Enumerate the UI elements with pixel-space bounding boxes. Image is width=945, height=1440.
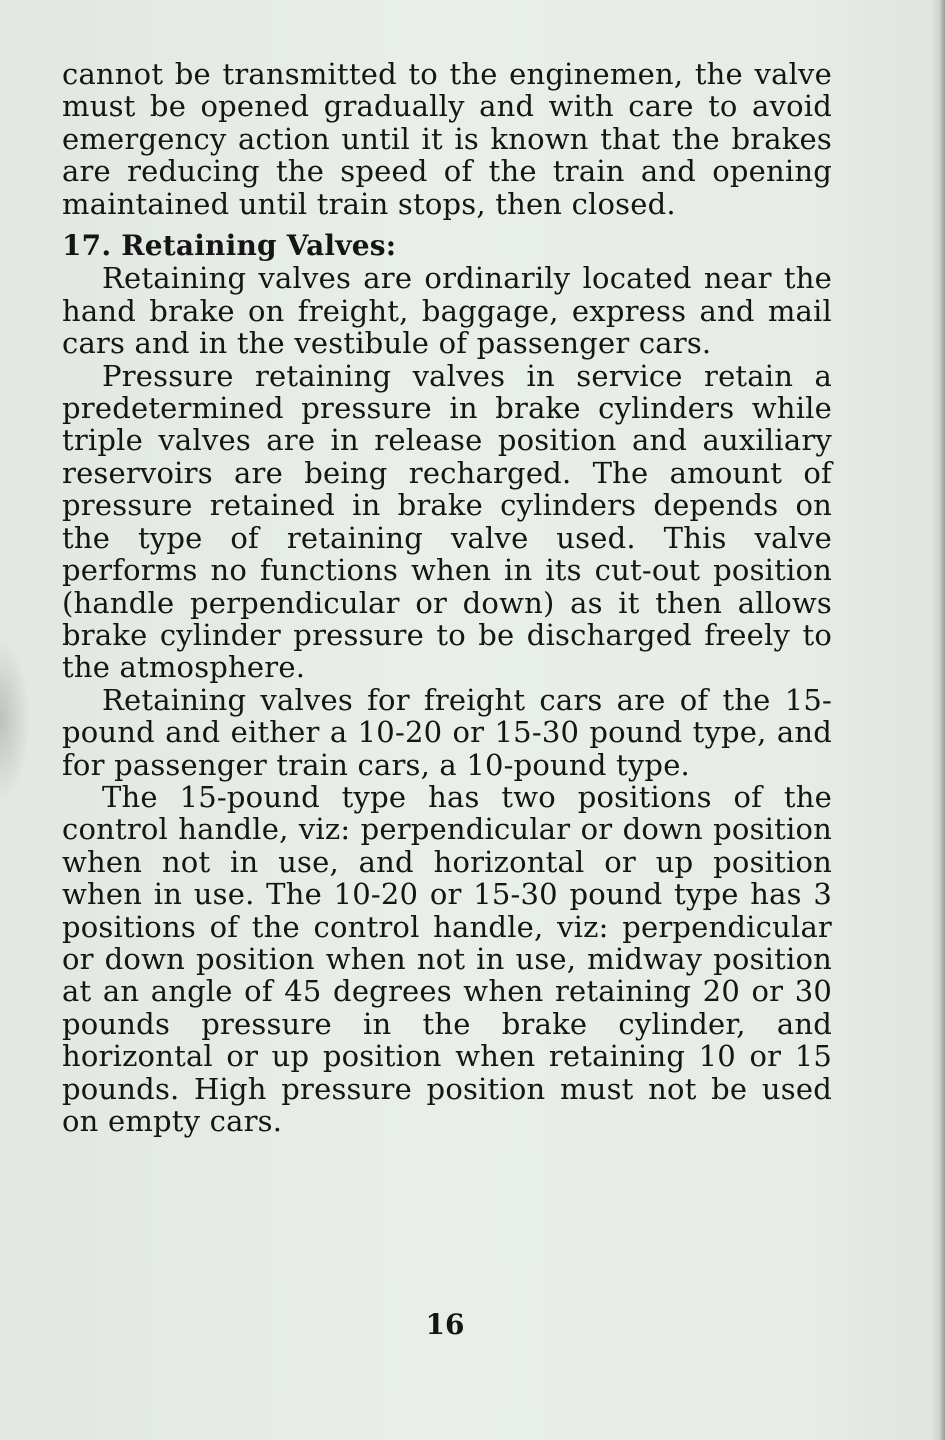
- paragraph-pressure: Pressure retaining valves in service retain a predetermined pressure in brake cylinders while triple valves are in release position and auxiliary reservoirs are being recharged. The amount of pressure retained in brake cylinders depends on the type of retaining valve used. This valve performs no functions when in its cut-out position (handle perpendicular or down) as it then allows brake cylinder pressure to be discharged freely to the atmosphere.: [62, 358, 832, 685]
- page-smudge: [0, 640, 30, 800]
- section-heading: 17. Retaining Valves:: [62, 229, 397, 263]
- paragraph-positions: The 15-pound type has two positions of the control handle, viz: perpendicular or down position when not in use, and horizontal or up position when in use. The 10-20 or 15-30 pound type has 3 positions of the control handle, viz: perpendicular or down position when not in use, midway position at an angle of 45 degrees when retaining 20 or 30 pounds pressure in the brake cylinder, and horizontal or up position when retaining 10 or 15 pounds. High pressure position must not be used on empty cars.: [62, 779, 832, 1138]
- continued-paragraph: cannot be transmitted to the enginemen, the valve must be opened gradually and with care to avoid emergency action until it is known that the brakes are reducing the speed of the train and opening maintained until train stops, then closed.: [62, 57, 832, 221]
- paragraph-location: Retaining valves are ordinarily located near the hand brake on freight, baggage, express and mail cars and in the vestibule of passenger cars.: [62, 261, 832, 361]
- paragraph-freight-types: Retaining valves for freight cars are of the 15-pound and either a 10-20 or 15-30 pound type, and for passenger train cars, a 10-pound type.: [62, 682, 832, 782]
- page-number: 16: [425, 1308, 465, 1341]
- page-edge-shadow: [931, 0, 945, 1440]
- page-body: [62, 58, 832, 1137]
